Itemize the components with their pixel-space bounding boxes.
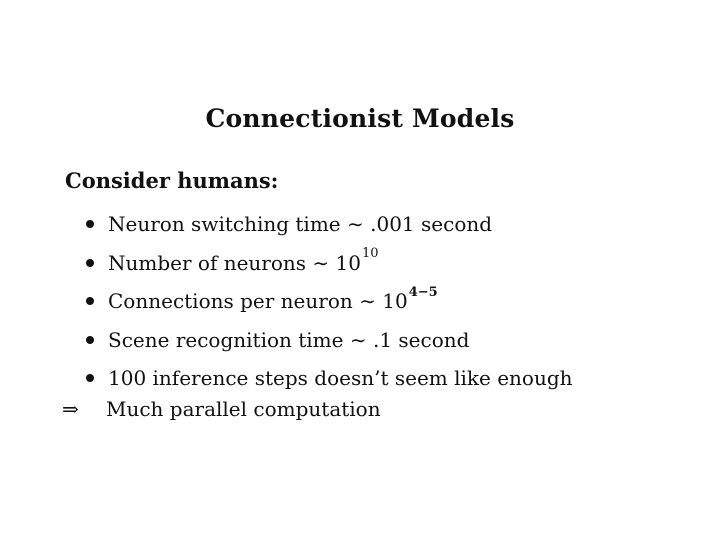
bullet-dot-icon: [86, 259, 94, 267]
bullet-text: Connections per neuron: [108, 289, 353, 314]
conclusion-line: [62, 397, 381, 421]
conclusion-text: Much parallel computation: [106, 397, 381, 421]
bullet-text: Number of neurons: [108, 250, 307, 275]
bullet-exponent: 4−5: [408, 284, 438, 300]
bullet-text: 100 inference steps doesn’t seem like enough: [108, 366, 573, 391]
approx-symbol: ∼: [347, 212, 364, 237]
bullet-dot-icon: [86, 220, 94, 228]
bullet-item-switching-time: [82, 205, 573, 244]
bullet-item-connections-per-neuron: [82, 282, 573, 321]
bullet-value: 10: [382, 289, 408, 314]
bullet-list: [82, 205, 573, 398]
bullet-dot-icon: [86, 336, 94, 344]
bullet-item-number-of-neurons: [82, 244, 573, 283]
bullet-dot-icon: [86, 374, 94, 382]
bullet-exponent: 10: [361, 246, 379, 262]
approx-symbol: ∼: [359, 289, 376, 314]
approx-symbol: ∼: [312, 250, 330, 275]
bullet-text: Neuron switching time: [108, 212, 341, 237]
slide-title: Connectionist Models: [205, 104, 515, 133]
implies-arrow-icon: ⇒: [62, 397, 79, 421]
bullet-item-inference-steps: [82, 359, 573, 398]
bullet-text: Scene recognition time: [108, 327, 344, 352]
bullet-item-scene-recognition: [82, 321, 573, 360]
approx-symbol: ∼: [349, 327, 367, 352]
bullet-value: .001 second: [370, 212, 493, 237]
bullet-value: .1 second: [372, 327, 470, 352]
bullet-value: 10: [335, 250, 361, 275]
intro-heading: Consider humans:: [65, 168, 279, 193]
bullet-dot-icon: [86, 297, 94, 305]
